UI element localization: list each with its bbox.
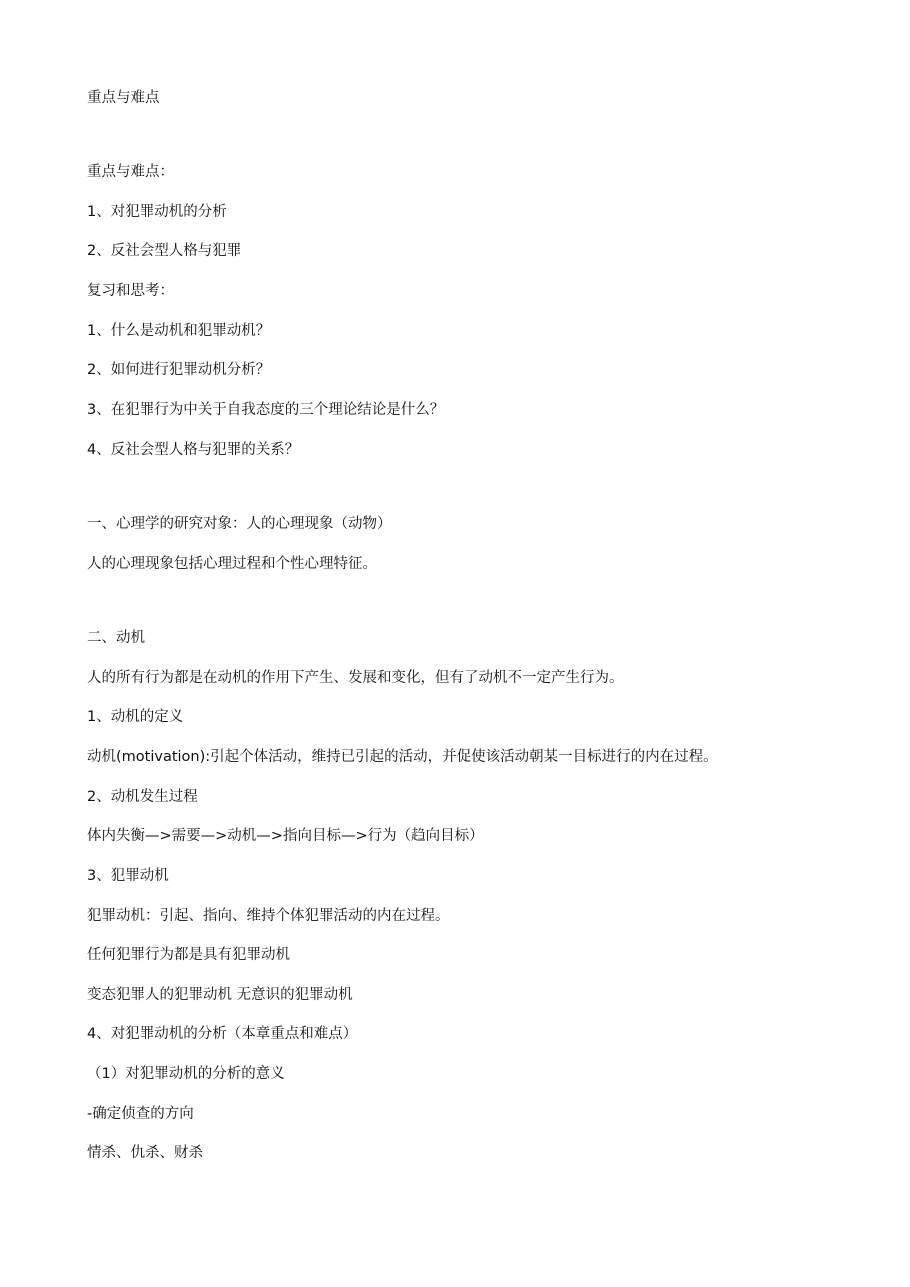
section-heading-psychology: 一、心理学的研究对象：人的心理现象（动物） bbox=[87, 516, 392, 532]
key-point-item: 2、反社会型人格与犯罪 bbox=[87, 243, 242, 259]
review-question: 4、反社会型人格与犯罪的关系？ bbox=[87, 442, 300, 458]
section-heading-motivation: 二、动机 bbox=[87, 630, 145, 646]
paragraph: 情杀、仇杀、财杀 bbox=[87, 1145, 203, 1161]
subheading: 3、犯罪动机 bbox=[87, 868, 169, 884]
key-point-item: 1、对犯罪动机的分析 bbox=[87, 204, 227, 220]
bullet-item: -确定侦查的方向 bbox=[87, 1106, 194, 1122]
section-heading-review: 复习和思考： bbox=[87, 283, 174, 299]
review-question: 2、如何进行犯罪动机分析？ bbox=[87, 362, 271, 378]
document-title: 重点与难点 bbox=[87, 90, 160, 106]
subheading: 2、动机发生过程 bbox=[87, 789, 198, 805]
review-question: 3、在犯罪行为中关于自我态度的三个理论结论是什么？ bbox=[87, 402, 445, 418]
sub-subheading: （1）对犯罪动机的分析的意义 bbox=[87, 1066, 285, 1082]
paragraph: 人的所有行为都是在动机的作用下产生、发展和变化，但有了动机不一定产生行为。 bbox=[87, 670, 624, 686]
subheading: 4、对犯罪动机的分析（本章重点和难点） bbox=[87, 1026, 358, 1042]
section-heading-key-points: 重点与难点： bbox=[87, 164, 174, 180]
review-question: 1、什么是动机和犯罪动机？ bbox=[87, 323, 271, 339]
paragraph: 任何犯罪行为都是具有犯罪动机 bbox=[87, 947, 290, 963]
paragraph: 人的心理现象包括心理过程和个性心理特征。 bbox=[87, 556, 377, 572]
definition-paragraph: 动机(motivation):引起个体活动，维持已引起的活动，并促使该活动朝某一目标进行的内在过程。 bbox=[87, 749, 718, 765]
paragraph: 犯罪动机：引起、指向、维持个体犯罪活动的内在过程。 bbox=[87, 908, 450, 924]
paragraph: 变态犯罪人的犯罪动机 无意识的犯罪动机 bbox=[87, 987, 353, 1003]
subheading: 1、动机的定义 bbox=[87, 709, 184, 725]
process-flow-text: 体内失衡—>需要—>动机—>指向目标—>行为（趋向目标） bbox=[87, 828, 484, 844]
